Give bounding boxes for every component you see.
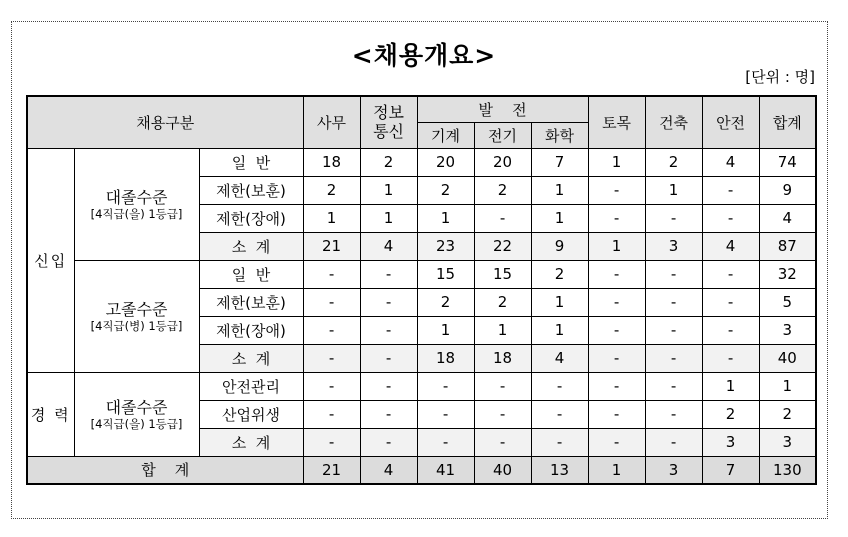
- row-label: 안전관리: [199, 372, 303, 400]
- data-cell: -: [303, 428, 360, 456]
- data-cell: 1: [474, 316, 531, 344]
- data-cell: 1: [360, 176, 417, 204]
- col-header-office: 사무: [303, 96, 360, 148]
- data-cell: -: [588, 372, 645, 400]
- data-cell: -: [474, 372, 531, 400]
- level-label-line2: [4직급(을) 1등급]: [90, 416, 183, 431]
- data-cell: -: [474, 428, 531, 456]
- data-cell: -: [360, 372, 417, 400]
- data-cell-total: 41: [417, 456, 474, 484]
- data-cell: -: [588, 288, 645, 316]
- data-cell: 2: [645, 148, 702, 176]
- group-label-new-hire: 신입: [27, 148, 74, 372]
- data-cell: -: [645, 288, 702, 316]
- grand-total-label: 합 계: [27, 456, 303, 484]
- data-cell: -: [474, 400, 531, 428]
- data-cell: -: [702, 316, 759, 344]
- data-cell: 21: [303, 232, 360, 260]
- data-cell: 2: [303, 176, 360, 204]
- data-cell: 4: [702, 148, 759, 176]
- data-cell: 1: [645, 176, 702, 204]
- data-cell: 23: [417, 232, 474, 260]
- data-cell: -: [645, 372, 702, 400]
- data-cell: -: [360, 344, 417, 372]
- header-row-1: [27, 96, 816, 122]
- data-cell-total: 4: [360, 456, 417, 484]
- data-cell: 2: [531, 260, 588, 288]
- data-cell: -: [303, 260, 360, 288]
- recruitment-overview-table: [26, 95, 817, 485]
- data-cell: -: [531, 372, 588, 400]
- row-label: 제한(보훈): [199, 288, 303, 316]
- data-cell: 2: [417, 288, 474, 316]
- data-cell: 18: [417, 344, 474, 372]
- data-cell: 2: [360, 148, 417, 176]
- col-header-mechanical: 기계: [417, 122, 474, 148]
- data-cell: -: [645, 344, 702, 372]
- data-cell-total: 7: [702, 456, 759, 484]
- data-cell: 1: [531, 316, 588, 344]
- data-cell: 2: [417, 176, 474, 204]
- data-cell: 3: [759, 316, 816, 344]
- data-cell: 1: [531, 176, 588, 204]
- data-cell: -: [588, 428, 645, 456]
- row-label: 산업위생: [199, 400, 303, 428]
- unit-label: [단위 : 명]: [745, 68, 815, 86]
- data-cell: 5: [759, 288, 816, 316]
- data-cell: 2: [702, 400, 759, 428]
- data-cell: -: [474, 204, 531, 232]
- data-cell: -: [303, 400, 360, 428]
- data-cell: 74: [759, 148, 816, 176]
- row-label: 일 반: [199, 148, 303, 176]
- col-header-architecture: 건축: [645, 96, 702, 148]
- data-cell: -: [360, 316, 417, 344]
- data-cell: 2: [474, 288, 531, 316]
- data-cell: 4: [702, 232, 759, 260]
- level-label-line1: 고졸수준: [105, 299, 168, 319]
- data-cell: -: [417, 428, 474, 456]
- data-cell: -: [531, 428, 588, 456]
- group-label-experienced: 경 력: [27, 372, 74, 456]
- data-cell-total: 1: [588, 456, 645, 484]
- data-cell: -: [702, 260, 759, 288]
- level-label-line1: 대졸수준: [105, 397, 168, 417]
- data-cell: 1: [531, 288, 588, 316]
- data-cell: 3: [645, 232, 702, 260]
- data-cell: 1: [588, 232, 645, 260]
- data-cell: -: [417, 372, 474, 400]
- data-cell: -: [303, 344, 360, 372]
- data-cell: 2: [759, 400, 816, 428]
- data-cell: -: [303, 372, 360, 400]
- data-cell: 7: [531, 148, 588, 176]
- data-cell: -: [303, 316, 360, 344]
- data-cell: 1: [588, 148, 645, 176]
- data-cell: 20: [474, 148, 531, 176]
- data-cell: -: [645, 316, 702, 344]
- data-cell: 4: [531, 344, 588, 372]
- data-cell: 1: [417, 204, 474, 232]
- level-label-line2: [4직급(병) 1등급]: [90, 318, 183, 333]
- row-label-subtotal: 소 계: [199, 344, 303, 372]
- data-cell-total: 130: [759, 456, 816, 484]
- data-cell: -: [702, 288, 759, 316]
- data-cell: 4: [759, 204, 816, 232]
- table-row: [27, 260, 816, 288]
- data-cell: -: [588, 260, 645, 288]
- data-cell: 87: [759, 232, 816, 260]
- data-cell: -: [645, 204, 702, 232]
- data-cell: -: [360, 400, 417, 428]
- data-cell-total: 40: [474, 456, 531, 484]
- data-cell: 15: [474, 260, 531, 288]
- table-row: [27, 148, 816, 176]
- data-cell: 3: [759, 428, 816, 456]
- level-label-highschool: [74, 260, 199, 372]
- data-cell: -: [588, 176, 645, 204]
- data-cell: 40: [759, 344, 816, 372]
- level-label-line2: [4직급(을) 1등급]: [90, 206, 183, 221]
- data-cell: -: [645, 260, 702, 288]
- data-cell: 1: [531, 204, 588, 232]
- data-cell: 1: [417, 316, 474, 344]
- data-cell: -: [702, 344, 759, 372]
- data-cell: -: [417, 400, 474, 428]
- grand-total-row: [27, 456, 816, 484]
- data-cell: -: [702, 204, 759, 232]
- data-cell: 3: [702, 428, 759, 456]
- data-cell-total: 3: [645, 456, 702, 484]
- data-cell: 20: [417, 148, 474, 176]
- level-label-college-exp: [74, 372, 199, 456]
- data-cell: 9: [531, 232, 588, 260]
- col-header-it-line2: 통신: [373, 122, 404, 142]
- data-cell: 1: [303, 204, 360, 232]
- data-cell-total: 13: [531, 456, 588, 484]
- level-label-college: [74, 148, 199, 260]
- data-cell: 1: [759, 372, 816, 400]
- level-label-line1: 대졸수준: [105, 187, 168, 207]
- col-header-safety: 안전: [702, 96, 759, 148]
- row-label-subtotal: 소 계: [199, 428, 303, 456]
- data-cell: -: [588, 344, 645, 372]
- data-cell: 22: [474, 232, 531, 260]
- col-header-chemical: 화학: [531, 122, 588, 148]
- data-cell: -: [588, 204, 645, 232]
- data-cell: -: [360, 260, 417, 288]
- data-cell: 18: [303, 148, 360, 176]
- col-header-grand-total: 합계: [759, 96, 816, 148]
- data-cell: -: [588, 400, 645, 428]
- data-cell: 4: [360, 232, 417, 260]
- col-header-civil: 토목: [588, 96, 645, 148]
- data-cell: -: [531, 400, 588, 428]
- row-label: 일 반: [199, 260, 303, 288]
- data-cell: -: [360, 428, 417, 456]
- data-cell: -: [645, 428, 702, 456]
- row-label: 제한(보훈): [199, 176, 303, 204]
- col-header-electrical: 전기: [474, 122, 531, 148]
- row-label: 제한(장애): [199, 316, 303, 344]
- data-cell: -: [588, 316, 645, 344]
- row-label-subtotal: 소 계: [199, 232, 303, 260]
- data-cell: 9: [759, 176, 816, 204]
- data-cell: -: [303, 288, 360, 316]
- col-header-power-generation: 발 전: [417, 96, 588, 122]
- data-cell: 1: [360, 204, 417, 232]
- data-cell: 32: [759, 260, 816, 288]
- col-header-it: [360, 96, 417, 148]
- data-cell: -: [702, 176, 759, 204]
- data-cell: 1: [702, 372, 759, 400]
- data-cell: 18: [474, 344, 531, 372]
- data-cell: -: [360, 288, 417, 316]
- col-header-category-group: 채용구분: [27, 96, 303, 148]
- data-cell-total: 21: [303, 456, 360, 484]
- row-label: 제한(장애): [199, 204, 303, 232]
- data-cell: 15: [417, 260, 474, 288]
- page-title: <채용개요>: [351, 41, 497, 70]
- data-cell: 2: [474, 176, 531, 204]
- data-cell: -: [645, 400, 702, 428]
- table-row: [27, 372, 816, 400]
- col-header-it-line1: 정보: [373, 103, 404, 123]
